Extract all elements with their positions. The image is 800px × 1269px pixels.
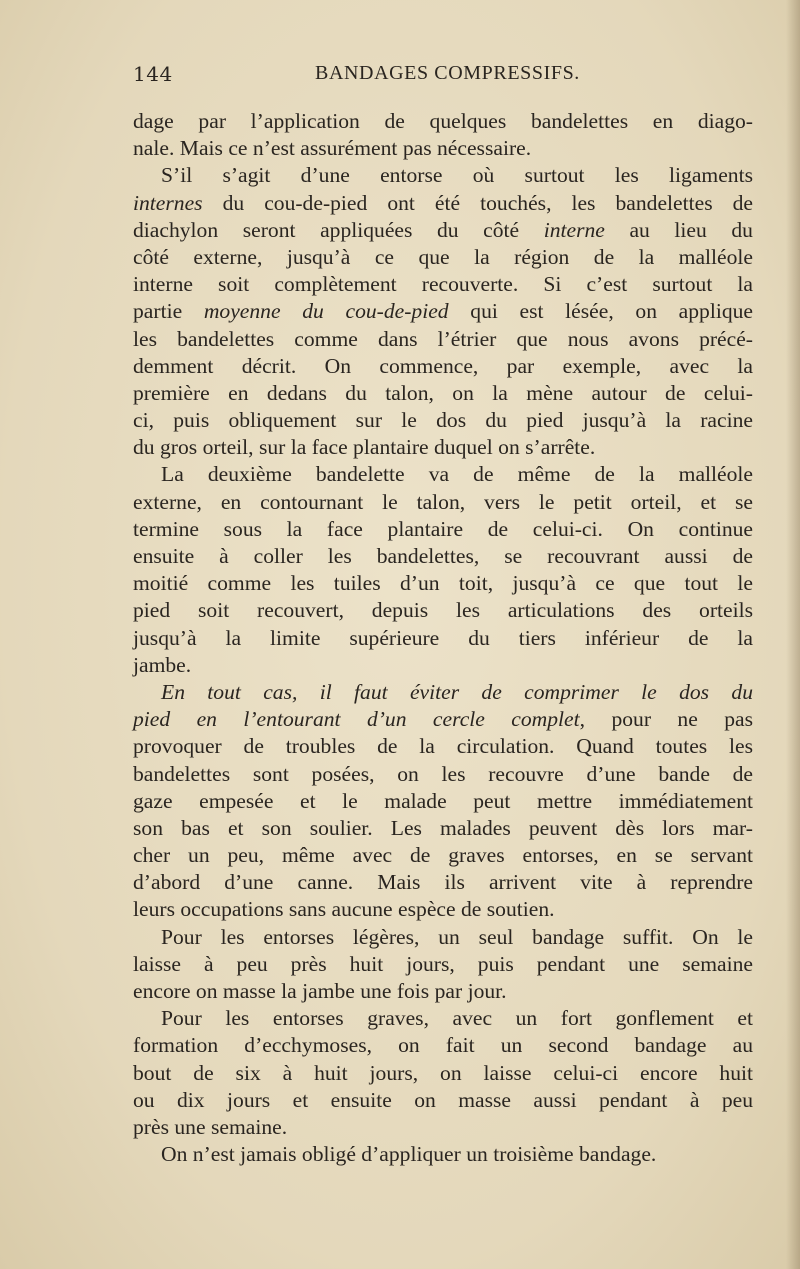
text-span: du gros orteil, sur la face plantaire duquel on s’arrête.: [133, 435, 596, 460]
text-span: provoquer de troubles de la circulation. Quand toutes les: [133, 734, 753, 759]
text-line: [133, 271, 753, 298]
text-line: [133, 815, 753, 842]
text-line: [133, 842, 753, 869]
text-span: gaze empesée et le malade peut mettre immédiatement: [133, 788, 753, 813]
text-line: [133, 1005, 753, 1032]
text-line: [133, 761, 753, 788]
page-header: [133, 62, 753, 92]
text-span: nale. Mais ce n’est assurément pas nécessaire.: [133, 136, 532, 161]
text-span: bout de six à huit jours, on laisse celui-ci encore huit: [133, 1060, 753, 1085]
text-line: [133, 679, 753, 706]
text-span: demment décrit. On commence, par exemple, avec la: [133, 353, 753, 378]
text-line: [133, 434, 753, 461]
text-line: [133, 489, 753, 516]
text-span: leurs occupations sans aucune espèce de soutien.: [133, 897, 555, 922]
text-span: dage par l’application de quelques bandelettes en diago-: [133, 109, 753, 133]
text-line: [133, 407, 753, 434]
text-line: [133, 135, 753, 162]
text-span: d’abord d’une canne. Mais ils arrivent vite à reprendre: [133, 870, 753, 895]
text-line: [133, 597, 753, 624]
text-span: du cou-de-pied ont été touchés, les bandelettes de: [202, 190, 753, 215]
text-span: qui est lésée, on applique: [448, 299, 754, 324]
text-span: son bas et son soulier. Les malades peuvent dès lors mar-: [133, 815, 753, 840]
text-span: jambe.: [133, 652, 192, 677]
text-line: [133, 733, 753, 760]
text-span: première en dedans du talon, on la mène autour de celui-: [133, 380, 753, 405]
text-span: La deuxième bandelette va de même de la malléole: [161, 462, 753, 487]
text-span: S’il s’agit d’une entorse où surtout les ligaments: [161, 163, 753, 188]
text-span: interne soit complètement recouverte. Si c’est surtout la: [133, 272, 753, 297]
text-span: près une semaine.: [133, 1114, 288, 1139]
text-span: On n’est jamais obligé d’appliquer un troisième bandage.: [161, 1142, 657, 1167]
text-span: formation d’ecchymoses, on fait un second bandage au: [133, 1033, 753, 1058]
italic-text: pied en l’entourant d’un cercle complet: [133, 707, 580, 732]
italic-text: internes: [133, 190, 203, 215]
text-span: laisse à peu près huit jours, puis pendant une semaine: [133, 951, 753, 976]
text-line: [133, 326, 753, 353]
text-line: [133, 298, 753, 325]
text-line: [133, 570, 753, 597]
text-line: [133, 244, 753, 271]
text-line: [133, 1141, 753, 1168]
text-line: [133, 162, 753, 189]
text-line: [133, 353, 753, 380]
page-number: 144: [133, 62, 173, 86]
text-span: externe, en contournant le talon, vers le petit orteil, et se: [133, 489, 753, 514]
text-span: , pour ne pas: [579, 707, 754, 732]
body-text: [133, 108, 753, 1168]
text-line: [133, 951, 753, 978]
text-line: [133, 190, 753, 217]
text-span: ensuite à coller les bandelettes, se recouvrant aussi de: [133, 544, 753, 568]
text-span: côté externe, jusqu’à ce que la région de la malléole: [133, 244, 753, 269]
text-line: [133, 217, 753, 244]
text-line: [133, 108, 753, 135]
italic-text: moyenne du cou-de-pied: [203, 299, 449, 324]
running-title: BANDAGES COMPRESSIFS.: [315, 62, 580, 84]
text-line: [133, 924, 753, 951]
page-edge-shadow: [786, 0, 800, 1269]
text-span: pied soit recouvert, depuis les articulations des orteils: [133, 598, 753, 623]
text-span: bandelettes sont posées, on les recouvre d’une bande de: [133, 761, 753, 786]
text-span: Pour les entorses graves, avec un fort gonflement et: [161, 1006, 753, 1031]
text-line: [133, 978, 753, 1005]
text-line: [133, 625, 753, 652]
text-span: au lieu du: [604, 217, 753, 242]
text-line: [133, 380, 753, 407]
text-line: [133, 652, 753, 679]
text-line: [133, 516, 753, 543]
text-span: les bandelettes comme dans l’étrier que nous avons précé-: [133, 326, 753, 351]
text-line: [133, 543, 753, 570]
text-span: moitié comme les tuiles d’un toit, jusqu’à ce que tout le: [133, 571, 753, 596]
italic-text: interne: [543, 217, 605, 242]
text-span: cher un peu, même avec de graves entorses, en se servant: [133, 843, 753, 868]
text-line: [133, 896, 753, 923]
text-span: termine sous la face plantaire de celui-ci. On continue: [133, 516, 753, 541]
text-line: [133, 788, 753, 815]
text-span: partie: [133, 299, 204, 324]
text-line: [133, 1032, 753, 1059]
text-line: [133, 1087, 753, 1114]
text-line: [133, 461, 753, 488]
text-span: encore on masse la jambe une fois par jour.: [133, 979, 507, 1003]
text-span: diachylon seront appliquées du côté: [133, 217, 544, 242]
text-line: [133, 869, 753, 896]
text-span: Pour les entorses légères, un seul bandage suffit. On le: [161, 924, 753, 949]
text-line: [133, 706, 753, 733]
text-span: ou dix jours et ensuite on masse aussi pendant à peu: [133, 1087, 753, 1112]
text-span: ci, puis obliquement sur le dos du pied jusqu’à la racine: [133, 408, 753, 433]
text-span: jusqu’à la limite supérieure du tiers inférieur de la: [133, 625, 753, 650]
text-line: [133, 1060, 753, 1087]
italic-text: En tout cas, il faut éviter de comprimer le dos du: [161, 679, 753, 704]
text-line: [133, 1114, 753, 1141]
